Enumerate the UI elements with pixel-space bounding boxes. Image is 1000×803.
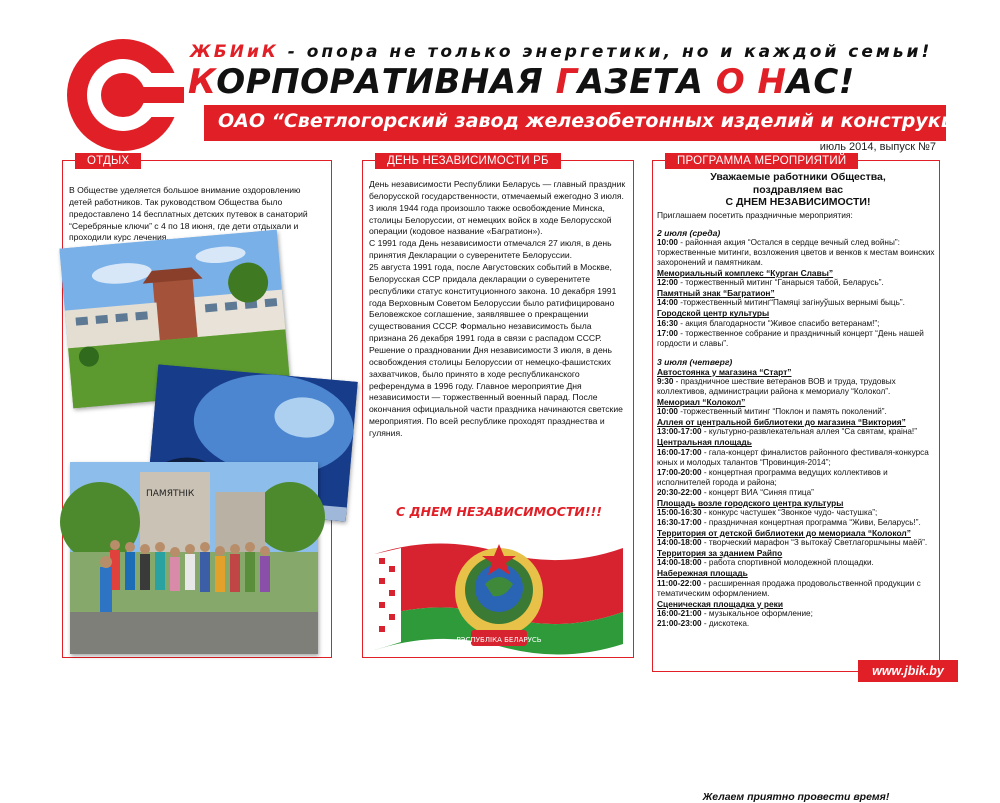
program-event: 11:00-22:00 - расширенная продажа продовольственной продукции с тематическим оформлением. (657, 578, 921, 598)
article-paragraph: Решение о праздновании Дня независимости 3 июля, в день освобождения столицы Белоруссии от немецко-фашистских захватчиков, было принято в ходе республиканского референдума в 1996 году. Главное мероприятие Дня независимости — торжественный военный парад. После окончания официальной части праздника начинаются светские мероприятия. По всей республике проходят празднества и гуляния. (369, 345, 623, 439)
newspaper-masthead (188, 62, 855, 102)
program-venue: Территория за зданием Райпо (657, 548, 783, 559)
program-event: 13:00-17:00 - культурно-развлекательная аллея “Са святам, краіна!” (657, 427, 917, 437)
program-title-line: поздравляем вас (752, 183, 844, 196)
program-event: 20:30-22:00 - концерт ВИА “Синяя птица” (657, 487, 814, 497)
article-paragraph: 3 июля 1944 года произошло также освобождение Минска, столицы Белоруссии, от немецких войск в ходе Белорусской операции (кодовое название «Багратион»). (369, 202, 612, 237)
independence-article (369, 179, 629, 440)
program-venue: Площадь возле городского центра культуры (657, 497, 844, 508)
leisure-article-text: В Обществе уделяется большое внимание оздоровлению детей работников. Так руководством Общества было предоставлено 14 бесплатных детских путевок в санаторий “Серебряные ключи” с 4 по 18 июня, где дети отдыхали и проходили курс лечения. (69, 185, 308, 243)
program-invite: Приглашаем посетить праздничные мероприятия: (657, 209, 853, 220)
program-event: 10:00 -торжественный митинг “Поклон и память поколений”. (657, 407, 887, 417)
article-paragraph: День независимости Республики Беларусь — главный праздник белорусской государственности, отмечаемый ежегодно 3 июля. (369, 179, 626, 201)
program-event: 14:00-18:00 - работа спортивной молодежной площадки. (657, 558, 874, 568)
program-venue: Памятный знак “Багратион” (657, 288, 775, 299)
slogan-text: - опора не только энергетики, но и каждой семьи! (287, 42, 933, 62)
program-event: 16:30-17:00 - праздничная концертная программа “Живи, Беларусь!”. (657, 517, 921, 527)
program-title (657, 171, 939, 209)
event-time: 16:00-17:00 (657, 447, 702, 457)
masthead-segment: АС! (786, 62, 855, 102)
issue-date: июль 2014, выпуск №7 (819, 141, 936, 153)
event-time: 17:00-20:00 (657, 467, 702, 477)
program-event: 14:00 -торжественный митинг“Памяці загінуўшых вернымі быць”. (657, 298, 905, 308)
program-event: 15:00-16:30 - конкурс частушек “Звонкое чудо- частушка”; (657, 507, 878, 517)
event-time: 15:00-16:30 (657, 507, 702, 517)
website-link[interactable]: www.jbik.by (858, 660, 958, 682)
event-time: 17:00 (657, 328, 678, 338)
section-heading-independence: ДЕНЬ НЕЗАВИСИМОСТИ РБ (375, 153, 561, 169)
program-venue: Аллея от центральной библиотеки до магазина “Виктория” (657, 417, 906, 428)
program-content (657, 171, 939, 629)
program-event: 16:30 - акция благодарности “Живое спасибо ветеранам!”; (657, 318, 880, 328)
belarus-flag-emblem (375, 534, 623, 652)
company-logo (62, 34, 184, 156)
program-venue: Набережная площадь (657, 568, 748, 579)
event-time: 14:00 (657, 298, 678, 308)
masthead-segment: Г (555, 62, 578, 102)
masthead-segment: К (188, 62, 217, 102)
event-time: 20:30-22:00 (657, 487, 702, 497)
program-venue: Автостоянка у магазина “Старт” (657, 366, 792, 377)
program-venue: Мемориальный комплекс “Курган Славы” (657, 267, 834, 278)
masthead-segment: ОРПОРАТИВНАЯ (216, 62, 556, 102)
program-venue: Мемориал “Колокол” (657, 396, 746, 407)
section-heading-leisure: ОТДЫХ (75, 153, 141, 169)
program-closing: Желаем приятно провести время! (702, 791, 890, 803)
event-time: 10:00 (657, 407, 678, 417)
program-venue: Городской центр культуры (657, 308, 770, 319)
masthead-segment: АЗЕТА (577, 62, 716, 102)
program-event: 12:00 - торжественный митинг “Ганарыся табой, Беларусь”. (657, 278, 884, 288)
program-day-heading: 3 июля (четверг) (657, 356, 733, 367)
masthead-segment (745, 62, 757, 102)
event-time: 11:00-22:00 (657, 578, 702, 588)
program-event: 17:00 - торжественное собрание и праздничный концерт “День нашей гордости и славы”. (657, 328, 924, 348)
event-time: 14:00-18:00 (657, 538, 702, 548)
emblem-ribbon-text: РЭСПУБЛІКА БЕЛАРУСЬ (456, 636, 542, 644)
event-time: 21:00-23:00 (657, 618, 702, 628)
column-program (652, 155, 940, 803)
program-venue: Сценическая площадка у реки (657, 598, 783, 609)
event-time: 16:30 (657, 318, 678, 328)
event-time: 12:00 (657, 278, 678, 288)
program-day-heading: 2 июля (среда) (657, 227, 721, 238)
program-event: 9:30 - праздничное шествие ветеранов ВОВ и труда, трудовых коллективов, администрации района к мемориалу “Колокол”. (657, 376, 896, 396)
article-paragraph: С 1991 года День независимости отмечался 27 июля, в день принятия Декларации о суверенитете Белоруссии. (369, 238, 612, 261)
masthead-segment: О (715, 62, 746, 102)
program-venue: Территория от детской библиотеки до мемориала “Колокол” (657, 527, 911, 538)
program-event: 14:00-18:00 - творческий марафон “З вытокаў Светлагоршчыны маёй”. (657, 538, 928, 548)
program-event: 16:00-17:00 - гала-концерт финалистов районного фестиваля-конкурса юных и молодых талантов “Провинция-2014”; (657, 447, 929, 467)
company-name: ОАО “Светлогорский завод железобетонных изделий и конструкций” (218, 110, 994, 132)
program-title-line: Уважаемые работники Общества, (710, 171, 886, 183)
photo-children-group (70, 462, 318, 654)
program-title-line: С ДНЕМ НЕЗАВИСИМОСТИ! (725, 196, 871, 209)
event-time: 16:00-21:00 (657, 608, 702, 618)
event-time: 9:30 (657, 376, 674, 386)
header-slogan (190, 42, 932, 62)
program-schedule (657, 228, 939, 629)
article-paragraph: 25 августа 1991 года, после Августовских событий в Москве, Белорусская ССР придала декларации о суверенитете республики статус конституционного закона. 10 декабря 1991 года Верховным Советом Белоруссии было ратифицировано Беловежское соглашение, заявлявшее о прекращении существования СССР. Формально независимость была признана 26 декабря 1991 года в связи с распадом СССР. (369, 262, 617, 344)
program-venue: Центральная площадь (657, 437, 752, 448)
event-time: 10:00 (657, 237, 678, 247)
event-time: 13:00-17:00 (657, 427, 702, 437)
program-event: 21:00-23:00 - дискотека. (657, 618, 750, 628)
program-event: 17:00-20:00 - концертная программа ведущих коллективов и исполнителей города и района; (657, 467, 888, 487)
program-event: 10:00 - районная акция “Остался в сердце вечный след войны”: торжественные митинги, возложения цветов и венков к местам воинских захоронений и памятникам. (657, 237, 935, 267)
program-event: 16:00-21:00 - музыкальное оформление; (657, 608, 813, 618)
independence-greeting: С ДНЕМ НЕЗАВИСИМОСТИ!!! (396, 504, 602, 519)
event-time: 16:30-17:00 (657, 517, 702, 527)
section-heading-program: ПРОГРАММА МЕРОПРИЯТИЙ (665, 153, 858, 169)
memorial-sign-text: ПАМЯТНIК (146, 489, 195, 499)
brand-name: ЖБИиК (190, 42, 279, 62)
event-time: 14:00-18:00 (657, 558, 702, 568)
masthead-segment: Н (757, 62, 787, 102)
